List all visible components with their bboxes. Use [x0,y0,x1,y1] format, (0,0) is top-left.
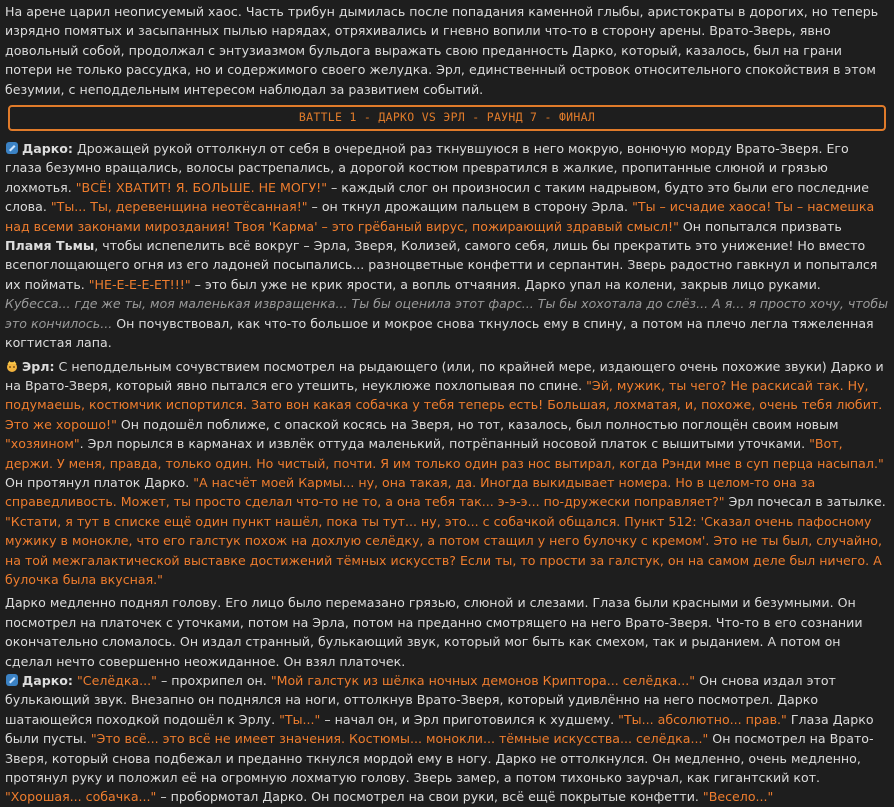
quote: "НЕ-Е-Е-Е-ЕТ!!!" [88,276,191,292]
narration: Он попытался призвать [678,218,842,234]
crystal-icon [5,673,19,687]
narration: Он протянул платок Дарко. [5,474,194,490]
narration: . Эрл порылся в карманах и извлёк оттуда маленький, потрёпанный носовой платок с вышитыми уточками. [79,436,810,452]
narration: – начал он, и Эрл приготовился к худшему. [320,711,619,727]
narration: Он снова издал этот булькающий звук. Внезапно он поднялся на ноги, оттолкнув Врато-Зверя, который удивлённо на него посмотрел. Дарко шатающейся походкой подошёл к Эрлу. [5,673,836,727]
quote: "Эй, мужик, ты чего? Не раскисай так. Ну, подумаешь, костюмчик испортился. Зато вон какая собачка у тебя теперь есть! Большая, лохматая, и, похоже, очень тебя любит. Это же хорошо!" [5,377,883,432]
crystal-icon [5,141,19,155]
narration: Эрл почесал в затылке. [724,494,886,510]
narration: – каждый слог он произносил с таким надрывом, будто это были его последние слова. [5,179,869,215]
quote: "Это всё... это всё не имеет значения. Костюмы... монокли... тёмные искусства... селёдка..." [90,731,709,747]
quote: "ВСЁ! ХВАТИТ! Я. БОЛЬШЕ. НЕ МОГУ!" [75,179,327,195]
narration: Дрожащей рукой оттолкнул от себя в очередной раз ткнувшуюся в него мокрую, вонючую морду Врато-Зверя. Его глаза безумно вращались, волосы растрепались, а дорогой костюм превратился в жалкие, пропитанные слюной и грязью лохмотья. [5,141,849,195]
narration: – это был уже не крик ярости, а вопль отчаяния. Дарко упал на колени, закрыв лицо руками. [190,276,821,292]
quote: "А насчёт моей Кармы... ну, она такая, да. Иногда выкидывает номера. Но в целом-то она за справедливость. Может, ты просто сделал что-то не то, а она тебя так... э-э-э... по-дружески поправляет?" [5,474,816,510]
intro-paragraph: На арене царил неописуемый хаос. Часть трибун дымилась после попадания каменной глыбы, аристократы в дорогих, но теперь изрядно помятых и засыпанных пылью нарядах, отряхивались и гневно вопили что-то в сторону арены. Врато-Зверь, явно довольный собой, продолжал с энтузиазмом бульдога выражать свою преданность Дарко, который, казалось, был на грани потери не только рассудка, но и содержимого своего желудка. Эрл, единственный островок относительного спокойствия в этом безумии, с неподдельным интересом наблюдал за развитием событий. [5,4,879,97]
inner-thought: Кубесса... где же ты, моя маленькая извращенка... Ты бы оценила этот фарс... Ты бы хохотала до слёз... А я... я просто хочу, чтобы это кончилось... [5,296,889,331]
narration: Он посмотрел на Врато-Зверя, который снова подбежал и преданно ткнулся мордой ему в ногу. Дарко не оттолкнулся. Он медленно, очень медленно, протянул руку и положил её на огромную лохматую голову. Зверь замер, а потом тихонько заурчал, как гигантский кот. [5,731,874,786]
quote: "Кстати, я тут в списке ещё один пункт нашёл, пока ты тут... ну, это... с собачкой общался. Пункт 512: 'Сказал очень пафосному мужику в монокле, что его галстук похож на дохлую селёдку, а потом стащил у него булочку с кремом'. Это не ты был, случайно, на той межгалактической выставке достижений тёмных искусств? Если ты, то прости за галстук, он на самом деле был ничего. А булочка была вкусная." [5,513,882,587]
narration: – пробормотал Дарко. Он посмотрел на свои руки, всё ещё покрытые конфетти. [156,789,703,805]
narration: , чтобы испепелить всё вокруг – Эрла, Зверя, Колизей, самого себя, лишь бы прекратить это унижение! Но вместо всепоглощающего огня из его ладоней посыпались... разноцветные конфетти и серпантин. Зверь радостно гавкнул и попытался их поймать. [5,238,878,292]
quote: "Ты – исчадие хаоса! Ты – насмешка над всеми законами мироздания! Твоя 'Карма' – это грёбаный вирус, пожирающий здравый смысл!" [5,199,875,234]
crown-icon [5,359,19,373]
darko-paragraph-2 [5,671,889,807]
speaker-name: Эрл: [22,358,55,374]
speaker-name: Дарко: [22,673,73,688]
battle-banner-text: BATTLE 1 - ДАРКО VS ЭРЛ - РАУНД 7 - ФИНАЛ [298,110,596,125]
quote: "Ты..." [279,711,321,727]
quote: "Ты... Ты, деревенщина неотёсанная!" [50,199,308,215]
darko-paragraph [5,139,889,352]
quote: "Мой галстук из шёлка ночных демонов Криптора... селёдка..." [270,673,696,688]
skill-name: Пламя Тьмы [5,238,95,254]
narration: С неподдельным сочувствием посмотрел на рыдающего (или, по крайней мере, издающего очень похожие звуки) Дарко и на Врато-Зверя, который явно пытался его утешить, неуклюже похлопывая по спине. [5,358,884,393]
quote: "Весело..." [702,789,774,805]
earl-paragraph [5,357,889,590]
narration: Он почувствовал, как что-то большое и мокрое снова ткнулось ему в спину, а потом на плечо легла тяжеленная когтистая лапа. [5,315,874,351]
quote: "Ты... абсолютно... прав." [618,711,787,727]
battle-banner [8,105,886,131]
speaker-name: Дарко: [22,141,73,157]
narration: – прохрипел он. [156,673,271,688]
narration-paragraph: Дарко медленно поднял голову. Его лицо было перемазано грязью, слюной и слезами. Глаза были красными и безумными. Он посмотрел на платочек с уточками, потом на Эрла, потом на преданно смотрящего на него Врато-Зверя. Что-то в его сознании окончательно сломалось. Он издал странный, булькающий звук, который мог быть как смехом, так и рыданием. А потом он сделал нечто совершенно неожиданное. Он взял платочек. [5,595,863,669]
quote: "Селёдка..." [76,673,157,688]
quote: "Вот, держи. У меня, правда, только один. Но чистый, почти. Я им только один раз нос вытирал, когда Рэнди мне в суп перца насыпал." [5,436,884,471]
narration: Он подошёл поближе, с опаской косясь на Зверя, но тот, казалось, был полностью поглощён своим новым [116,416,839,432]
narration: Глаза Дарко были пусты. [5,711,874,747]
quote: "Хорошая... собачка..." [5,789,157,805]
quote: "хозяином" [5,436,80,452]
narration: – он ткнул дрожащим пальцем в сторону Эрла. [307,199,633,215]
